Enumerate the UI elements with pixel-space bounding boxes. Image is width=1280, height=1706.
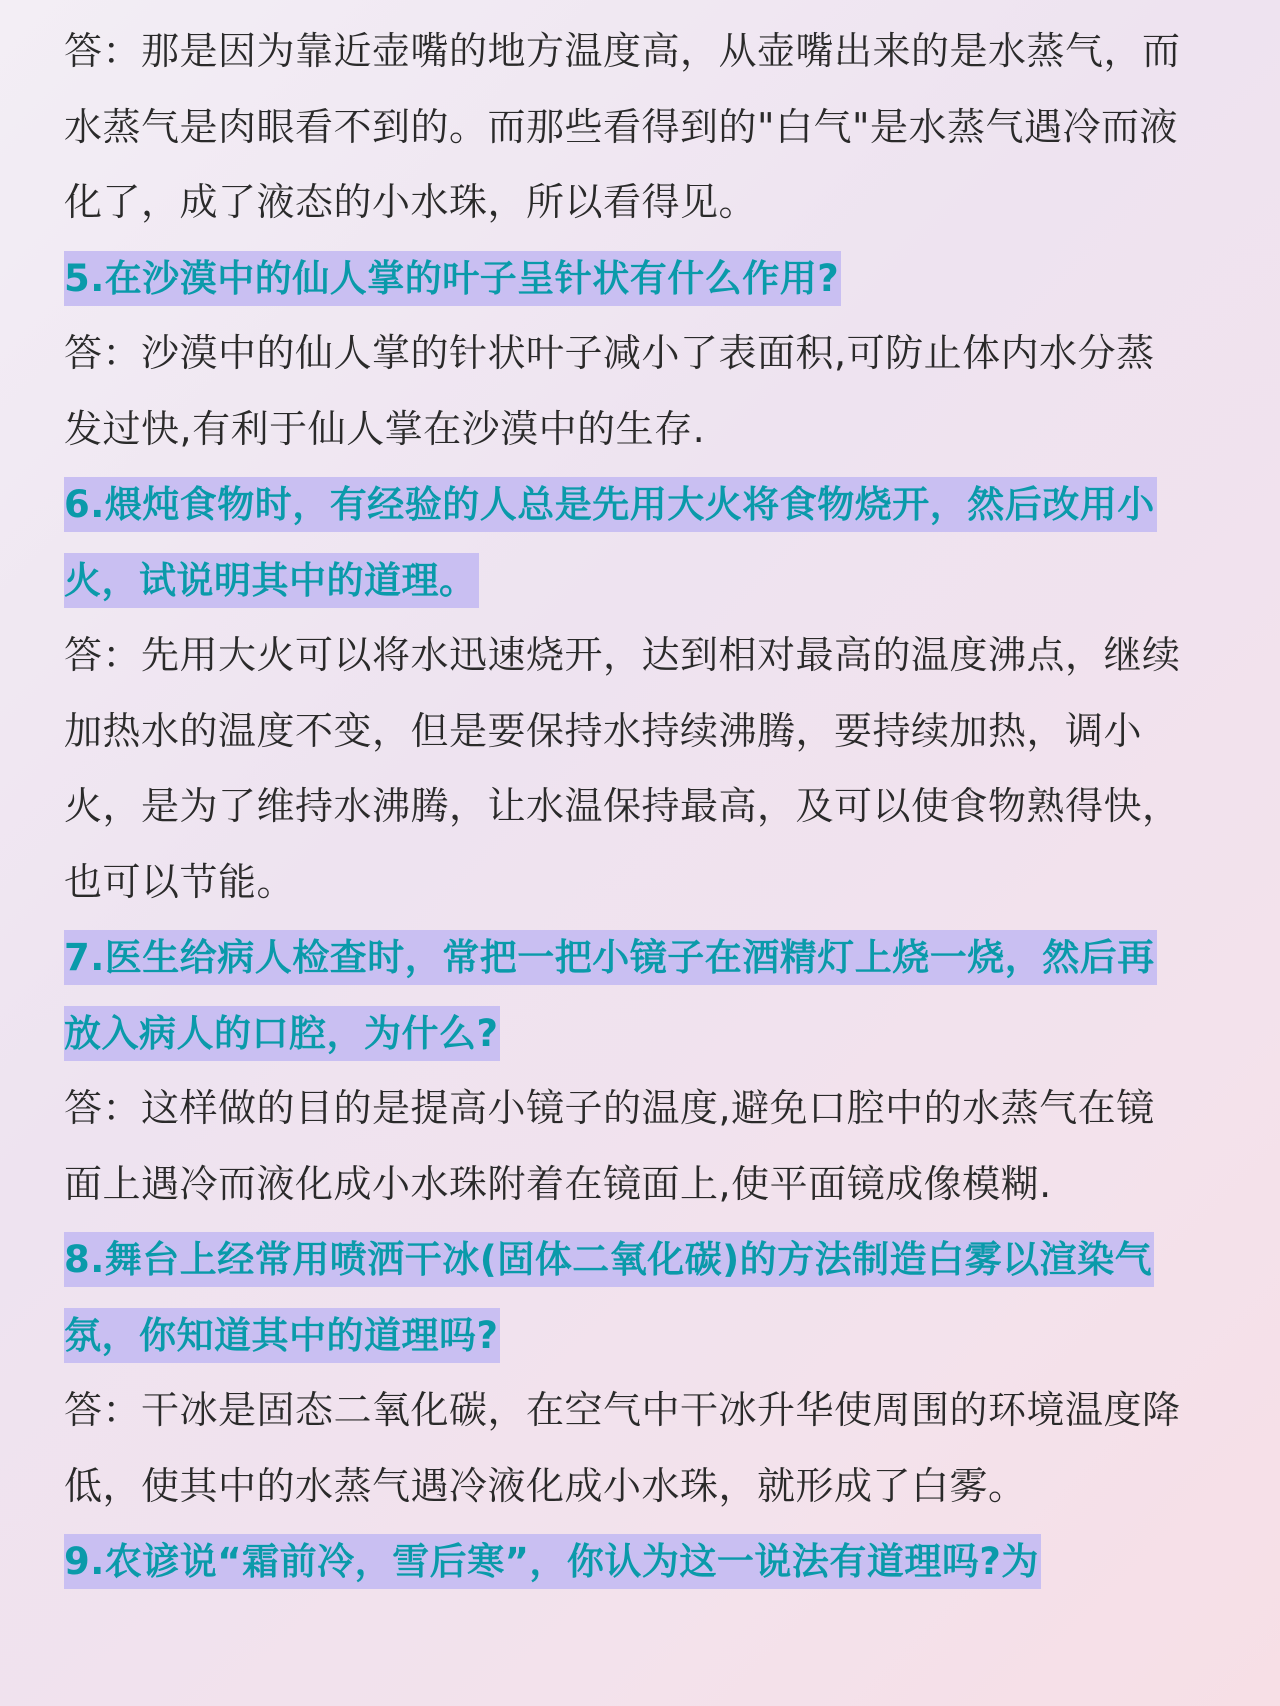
question-heading (64, 1524, 1184, 1600)
question-text: 6.煨炖食物时，有经验的人总是先用大火将食物烧开，然后改用小火，试说明其中的道理。 (64, 477, 1157, 608)
question-text: 7.医生给病人检查时，常把一把小镜子在酒精灯上烧一烧，然后再放入病人的口腔，为什么? (64, 930, 1157, 1061)
question-heading (64, 920, 1184, 1071)
document-page (64, 14, 1184, 1600)
answer-text: 答：那是因为靠近壶嘴的地方温度高，从壶嘴出来的是水蒸气，而水蒸气是肉眼看不到的。而那些看得到的"白气"是水蒸气遇冷而液化了，成了液态的小水珠，所以看得见。 (64, 29, 1181, 224)
question-heading (64, 1222, 1184, 1373)
answer-paragraph (64, 316, 1184, 467)
answer-paragraph (64, 1071, 1184, 1222)
answer-text: 答：沙漠中的仙人掌的针状叶子减小了表面积,可防止体内水分蒸发过快,有利于仙人掌在沙漠中的生存. (64, 331, 1155, 451)
answer-paragraph (64, 618, 1184, 920)
answer-text: 答：干冰是固态二氧化碳，在空气中干冰升华使周围的环境温度降低，使其中的水蒸气遇冷液化成小水珠，就形成了白雾。 (64, 1388, 1181, 1508)
question-text: 5.在沙漠中的仙人掌的叶子呈针状有什么作用? (64, 251, 841, 306)
answer-paragraph (64, 14, 1184, 241)
answer-text: 答：先用大火可以将水迅速烧开，达到相对最高的温度沸点，继续加热水的温度不变，但是要保持水持续沸腾，要持续加热，调小火，是为了维持水沸腾，让水温保持最高，及可以使食物熟得快，也可以节能。 (64, 633, 1181, 904)
question-text: 9.农谚说“霜前冷，雪后寒”，你认为这一说法有道理吗?为 (64, 1534, 1041, 1589)
question-heading (64, 241, 1184, 317)
answer-paragraph (64, 1373, 1184, 1524)
question-heading (64, 467, 1184, 618)
answer-text: 答：这样做的目的是提高小镜子的温度,避免口腔中的水蒸气在镜面上遇冷而液化成小水珠附着在镜面上,使平面镜成像模糊. (64, 1086, 1155, 1206)
question-text: 8.舞台上经常用喷洒干冰(固体二氧化碳)的方法制造白雾以渲染气氛，你知道其中的道理吗? (64, 1232, 1154, 1363)
